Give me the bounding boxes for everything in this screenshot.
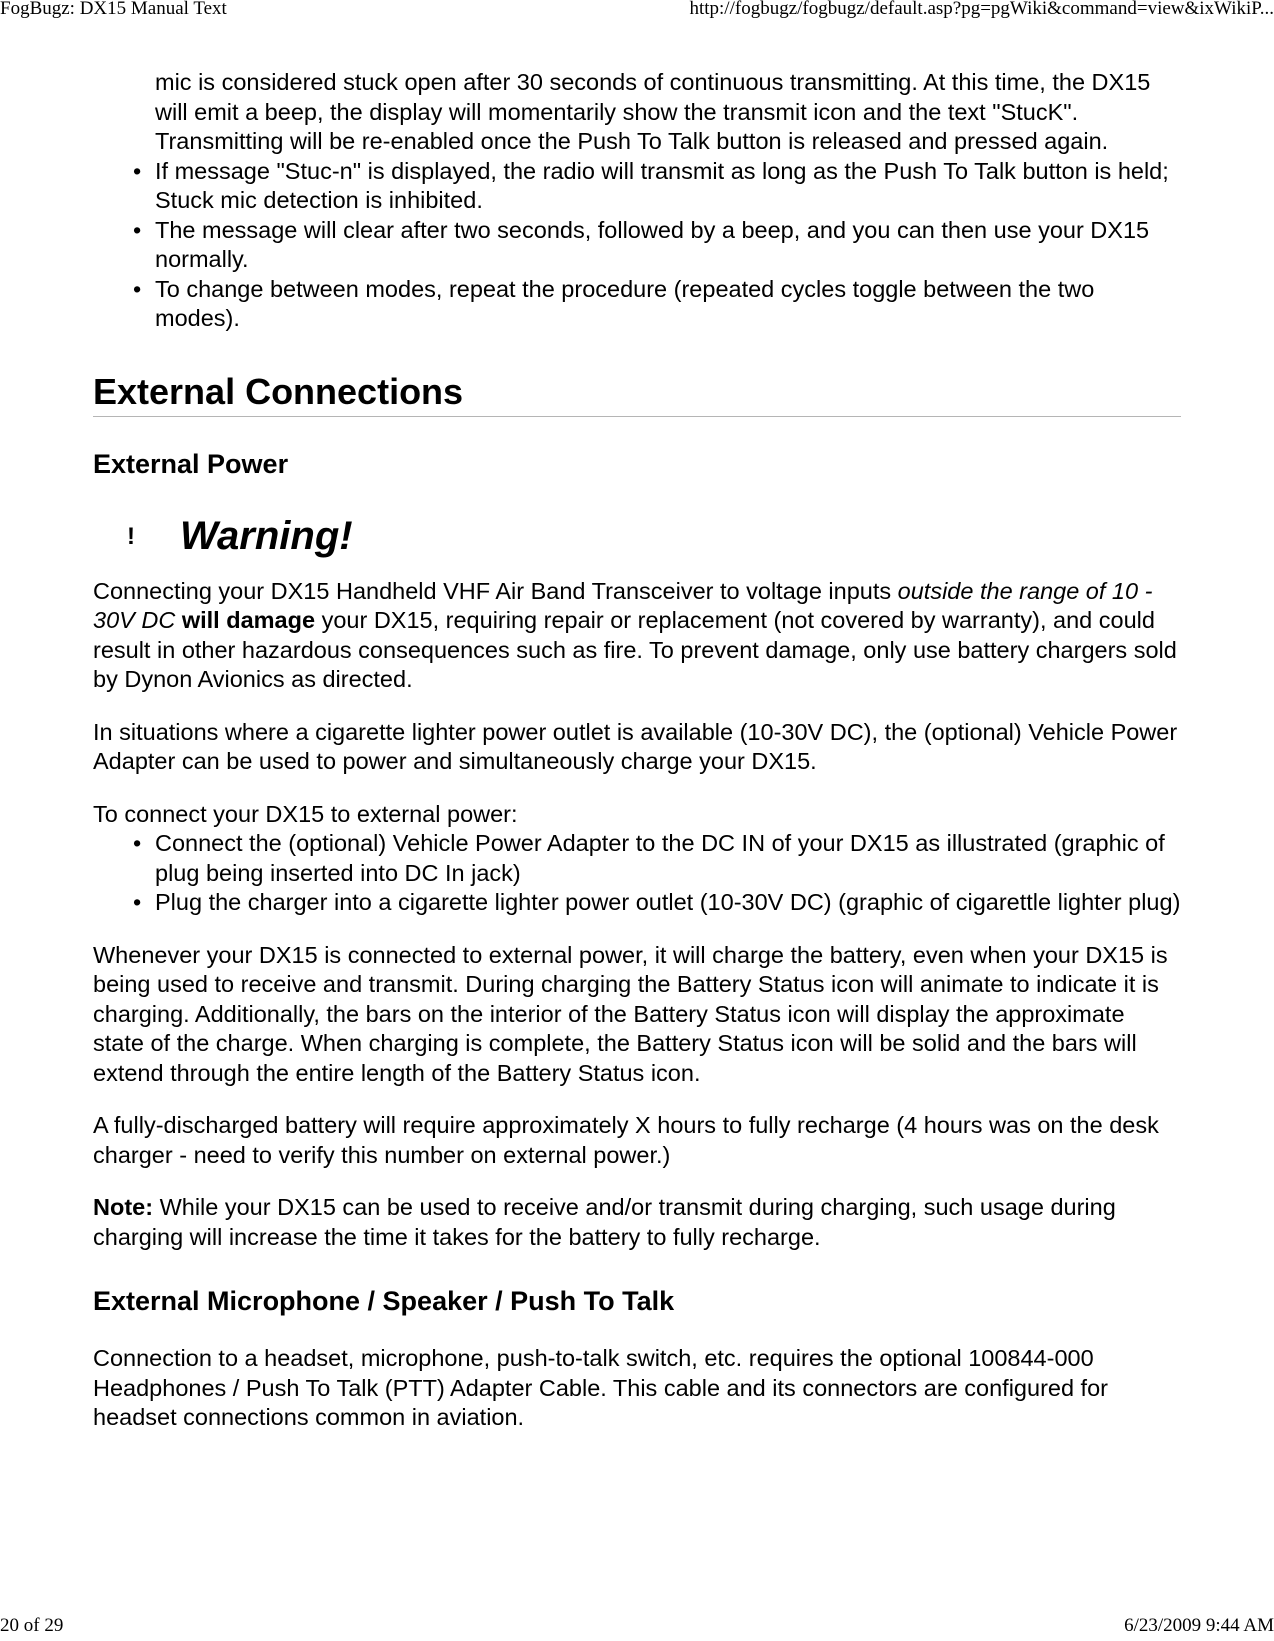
subheading-external-power: External Power — [93, 448, 289, 479]
list-item: • Connect the (optional) Vehicle Power Adapter to the DC IN of your DX15 as illustrated (graphic of plug being inserted into DC In jack) — [155, 829, 1181, 888]
print-footer — [0, 1615, 1274, 1641]
page-number: 20 of 29 — [0, 1615, 64, 1636]
page-title: FogBugz: DX15 Manual Text — [0, 0, 227, 19]
warning-icon: ! — [127, 522, 135, 550]
warning-callout — [93, 511, 1181, 563]
warning-paragraph: Connecting your DX15 Handheld VHF Air Band Transceiver to voltage inputs outside the range of 10 - 30V DC will damage your DX15, requiring repair or replacement (not covered by warranty), and could result in other hazardous consequences such as fire. To prevent damage, only use battery chargers sold by Dynon Avionics as directed. — [93, 577, 1177, 692]
will-damage: will damage — [175, 607, 316, 633]
subheading-external-mic: External Microphone / Speaker / Push To Talk — [93, 1286, 675, 1316]
recharge-paragraph: A fully-discharged battery will require approximately X hours to fully recharge (4 hours was on the desk charger - need to verify this number on external power.) — [93, 1112, 1159, 1168]
section-heading-external-connections: External Connections — [93, 372, 1181, 417]
document-body — [93, 68, 1181, 1433]
mic-paragraph: Connection to a headset, microphone, push-to-talk switch, etc. requires the optional 100844-000 Headphones / Push To Talk (PTT) Adapter Cable. This cable and its connectors are configured for headset connections common in aviation. — [93, 1345, 1108, 1430]
print-header — [0, 0, 1274, 24]
print-datetime: 6/23/2009 9:44 AM — [1124, 1615, 1274, 1636]
warning-label: Warning! — [180, 513, 353, 558]
adapter-paragraph: In situations where a cigarette lighter power outlet is available (10-30V DC), the (optional) Vehicle Power Adapter can be used to power and simultaneously charge your DX15. — [93, 718, 1178, 774]
list-item: • If message "Stuc-n" is displayed, the radio will transmit as long as the Push To Talk button is held; Stuck mic detection is inhibited. — [155, 157, 1181, 216]
voltage-range: outside the range of 10 - 30V DC — [93, 577, 1153, 633]
list-item: • The message will clear after two seconds, followed by a beep, and you can then use your DX15 normally. — [155, 216, 1181, 275]
stuck-mic-list — [93, 68, 1181, 334]
charging-paragraph: Whenever your DX15 is connected to external power, it will charge the battery, even when your DX15 is being used to receive and transmit. During charging the Battery Status icon will animate to indicate it is charging. Additionally, the bars on the interior of the Battery Status icon will display the approximate state of the charge. When charging is complete, the Battery Status icon will be solid and the bars will extend through the entire length of the Battery Status icon. — [93, 941, 1168, 1086]
note-paragraph: Note: While your DX15 can be used to receive and/or transmit during charging, such usage during charging will increase the time it takes for the battery to fully recharge. — [93, 1194, 1116, 1250]
note-label: Note: — [93, 1194, 154, 1220]
connect-steps-list — [93, 829, 1181, 918]
list-item: • Plug the charger into a cigarette lighter power outlet (10-30V DC) (graphic of cigarettle lighter plug) — [155, 888, 1181, 918]
list-item: mic is considered stuck open after 30 seconds of continuous transmitting. At this time, the DX15 will emit a beep, the display will momentarily show the transmit icon and the text "StucK". Transmitting will be re-enabled once the Push To Talk button is released and pressed again. — [155, 69, 1151, 154]
page-url: http://fogbugz/fogbugz/default.asp?pg=pgWiki&command=view&ixWikiP... — [689, 0, 1274, 19]
list-item: • To change between modes, repeat the procedure (repeated cycles toggle between the two modes). — [155, 275, 1181, 334]
connect-intro: To connect your DX15 to external power: — [93, 800, 518, 827]
